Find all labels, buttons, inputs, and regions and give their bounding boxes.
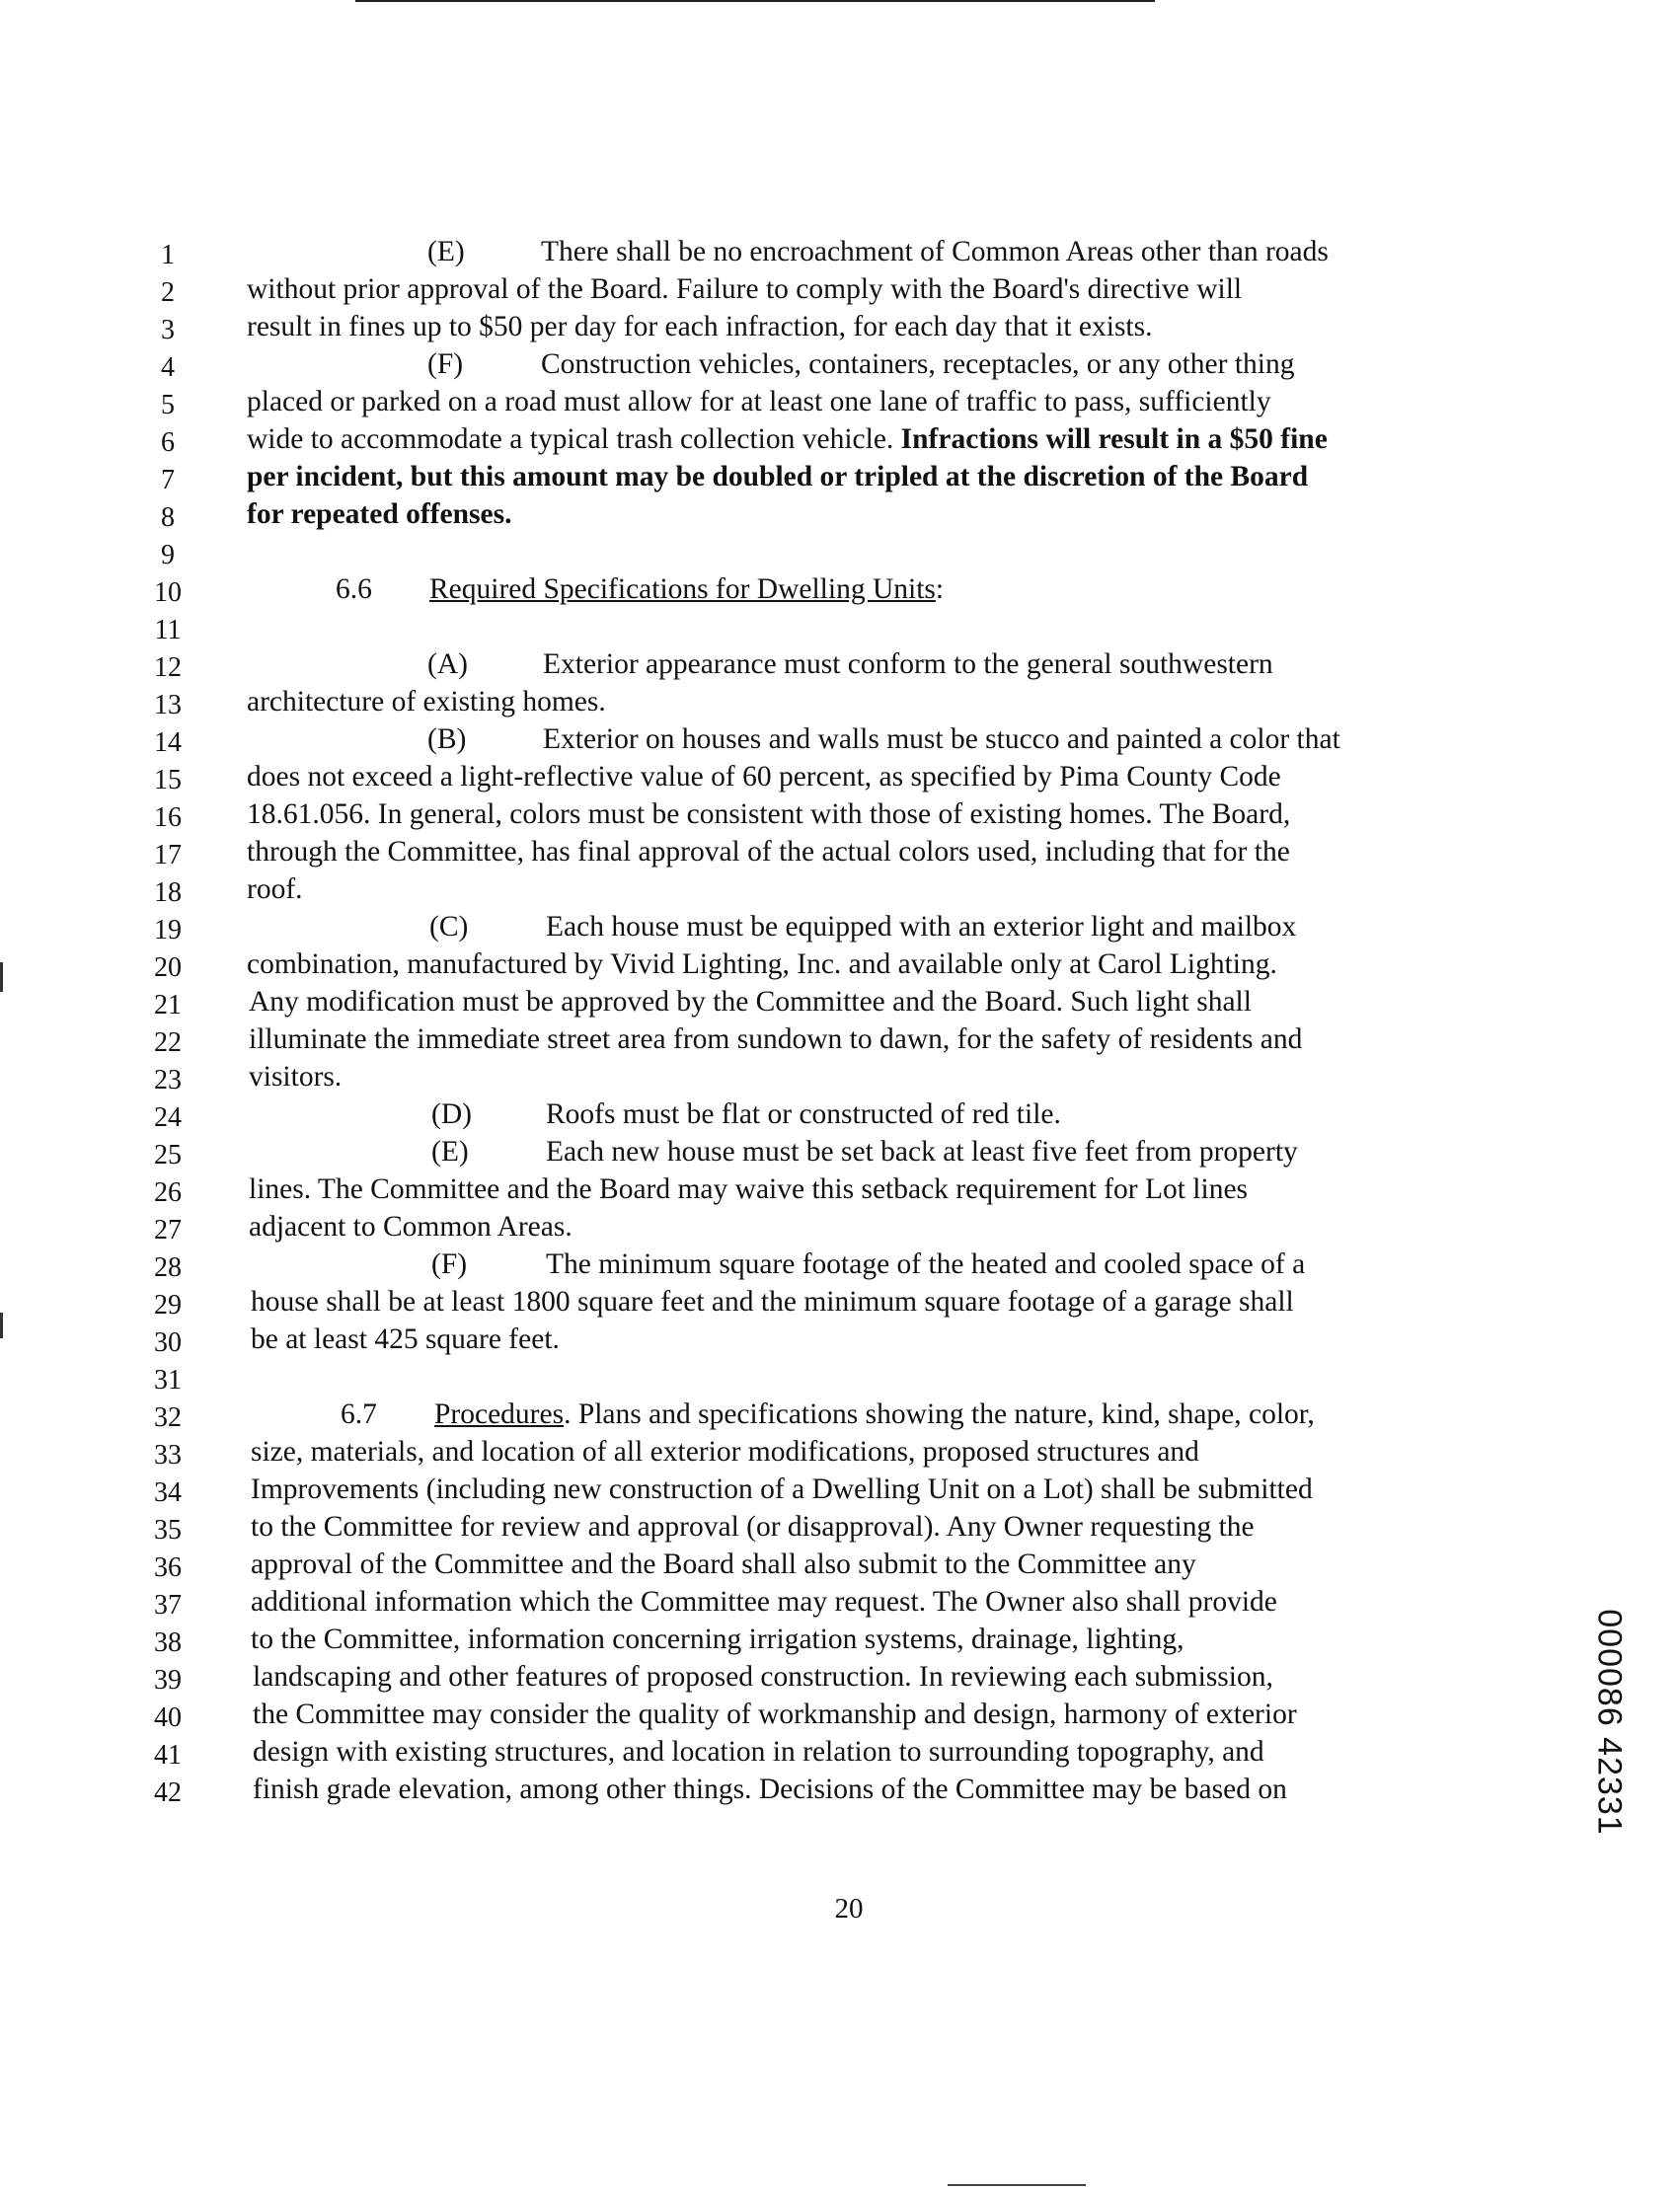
line-number: 40 [154,1702,182,1733]
line-number: 1 [161,240,175,270]
text-line: combination, manufactured by Vivid Lighting, Inc. and available only at Carol Lighting. [247,948,1277,980]
section-number: 6.7 [341,1398,377,1430]
line-number: 10 [154,577,182,608]
line-number: 12 [154,652,182,683]
bold-text-line: per incident, but this amount may be doubled or tripled at the discretion of the Board [247,461,1309,492]
text-line: There shall be no encroachment of Common Areas other than roads [541,236,1329,267]
text-line: Construction vehicles, containers, receptacles, or any other thing [541,348,1295,380]
subsection-label: (F) [427,348,464,380]
text-line: result in fines up to $50 per day for each infraction, for each day that it exists. [247,311,1153,342]
text-line [434,1396,1315,1433]
subsection-label: (A) [427,648,468,680]
line-number: 11 [154,615,182,645]
line-number: 33 [154,1440,182,1471]
text-line: without prior approval of the Board. Failure to comply with the Board's directive will [247,273,1243,305]
text-line: to the Committee, information concerning irrigation systems, drainage, lighting, [251,1624,1184,1655]
text-line: finish grade elevation, among other things. Decisions of the Committee may be based on [253,1774,1287,1805]
text-line: lines. The Committee and the Board may waive this setback requirement for Lot lines [249,1173,1249,1205]
subsection-label: (B) [427,723,467,755]
section-number: 6.6 [336,573,372,605]
line-number: 38 [154,1627,182,1658]
subsection-label: (C) [429,911,469,943]
line-number: 21 [154,990,182,1020]
text-segment: wide to accommodate a typical trash collection vehicle. [247,423,901,455]
bottom-rule [948,2184,1086,2186]
text-line: placed or parked on a road must allow for at least one lane of traffic to pass, sufficiently [247,386,1271,417]
text-line: roof. [247,873,303,905]
line-number: 23 [154,1065,182,1095]
text-line: additional information which the Committee may request. The Owner also shall provide [251,1586,1277,1618]
document-stamp-number: 000086 42331 [1590,1609,1629,1836]
subsection-label: (F) [431,1248,468,1280]
bold-text-line: for repeated offenses. [247,498,512,530]
line-number: 2 [161,277,175,308]
section-heading-text: Procedures [434,1398,565,1430]
text-line [247,420,1328,458]
text-line: 18.61.056. In general, colors must be consistent with those of existing homes. The Board, [247,798,1291,830]
left-margin-mark [0,962,3,992]
text-line: Each new house must be set back at least five feet from property [546,1136,1298,1168]
text-line: Each house must be equipped with an exterior light and mailbox [546,911,1297,943]
document-stamp [1579,1584,1639,1860]
text-line: Roofs must be flat or constructed of red tile. [546,1098,1061,1130]
line-number: 37 [154,1590,182,1621]
text-line: architecture of existing homes. [247,686,606,717]
top-rule [355,0,1155,2]
text-line: Any modification must be approved by the Committee and the Board. Such light shall [249,986,1252,1018]
page-number: 20 [834,1893,864,1925]
line-number: 16 [154,802,182,833]
line-number: 15 [154,765,182,795]
line-number: 3 [161,315,175,345]
text-line: the Committee may consider the quality of workmanship and design, harmony of exterior [253,1699,1297,1730]
left-margin-mark [0,1313,3,1338]
line-number: 5 [161,390,175,420]
text-line: does not exceed a light-reflective value of 60 percent, as specified by Pima County Code [247,761,1281,793]
bold-text-segment: Infractions will result in a $50 fine [900,423,1328,455]
text-line: to the Committee for review and approval (or disapproval). Any Owner requesting the [251,1511,1255,1543]
line-number: 30 [154,1327,182,1358]
text-line: through the Committee, has final approval of the actual colors used, including that for the [247,836,1290,868]
line-number: 39 [154,1665,182,1696]
line-number: 7 [161,465,175,495]
text-line: Exterior appearance must conform to the general southwestern [543,648,1273,680]
line-number: 32 [154,1402,182,1433]
line-number: 14 [154,727,182,758]
text-line: house shall be at least 1800 square feet and the minimum square footage of a garage shall [251,1286,1294,1318]
text-segment: . Plans and specifications showing the nature, kind, shape, color, [564,1398,1315,1430]
text-line: landscaping and other features of proposed construction. In reviewing each submission, [253,1661,1273,1693]
line-number: 27 [154,1215,182,1246]
text-line: approval of the Committee and the Board shall also submit to the Committee any [251,1548,1196,1580]
text-line: size, materials, and location of all exterior modifications, proposed structures and [251,1436,1199,1468]
text-line: Improvements (including new construction of a Dwelling Unit on a Lot) shall be submitted [251,1473,1313,1505]
line-number: 4 [161,352,175,383]
subsection-label: (E) [431,1136,469,1168]
line-number: 36 [154,1552,182,1583]
line-number: 19 [154,915,182,945]
text-line: illuminate the immediate street area from sundown to dawn, for the safety of residents and [249,1023,1303,1055]
section-heading-text: Required Specifications for Dwelling Units [429,573,936,605]
text-line: The minimum square footage of the heated and cooled space of a [546,1248,1306,1280]
text-line: be at least 425 square feet. [251,1323,560,1355]
subsection-label: (D) [431,1098,472,1130]
heading-colon: : [935,573,945,605]
line-number: 28 [154,1252,182,1283]
line-number: 24 [154,1102,182,1133]
line-number: 35 [154,1515,182,1546]
line-number: 13 [154,690,182,720]
line-number: 34 [154,1477,182,1508]
line-number: 26 [154,1177,182,1208]
text-line: adjacent to Common Areas. [249,1211,573,1243]
line-number: 18 [154,877,182,908]
section-heading [429,570,944,608]
line-number: 31 [154,1365,182,1396]
text-line: design with existing structures, and location in relation to surrounding topography, and [253,1736,1264,1768]
line-number: 41 [154,1740,182,1771]
line-number: 25 [154,1140,182,1171]
line-number: 17 [154,840,182,870]
line-number: 9 [161,540,175,570]
text-line: visitors. [249,1061,343,1093]
text-line: Exterior on houses and walls must be stucco and painted a color that [543,723,1340,755]
subsection-label: (E) [427,236,465,267]
line-number: 8 [161,502,175,533]
line-number: 20 [154,952,182,983]
line-number: 42 [154,1777,182,1808]
line-number: 22 [154,1027,182,1058]
line-number: 29 [154,1290,182,1321]
line-number: 6 [161,427,175,458]
